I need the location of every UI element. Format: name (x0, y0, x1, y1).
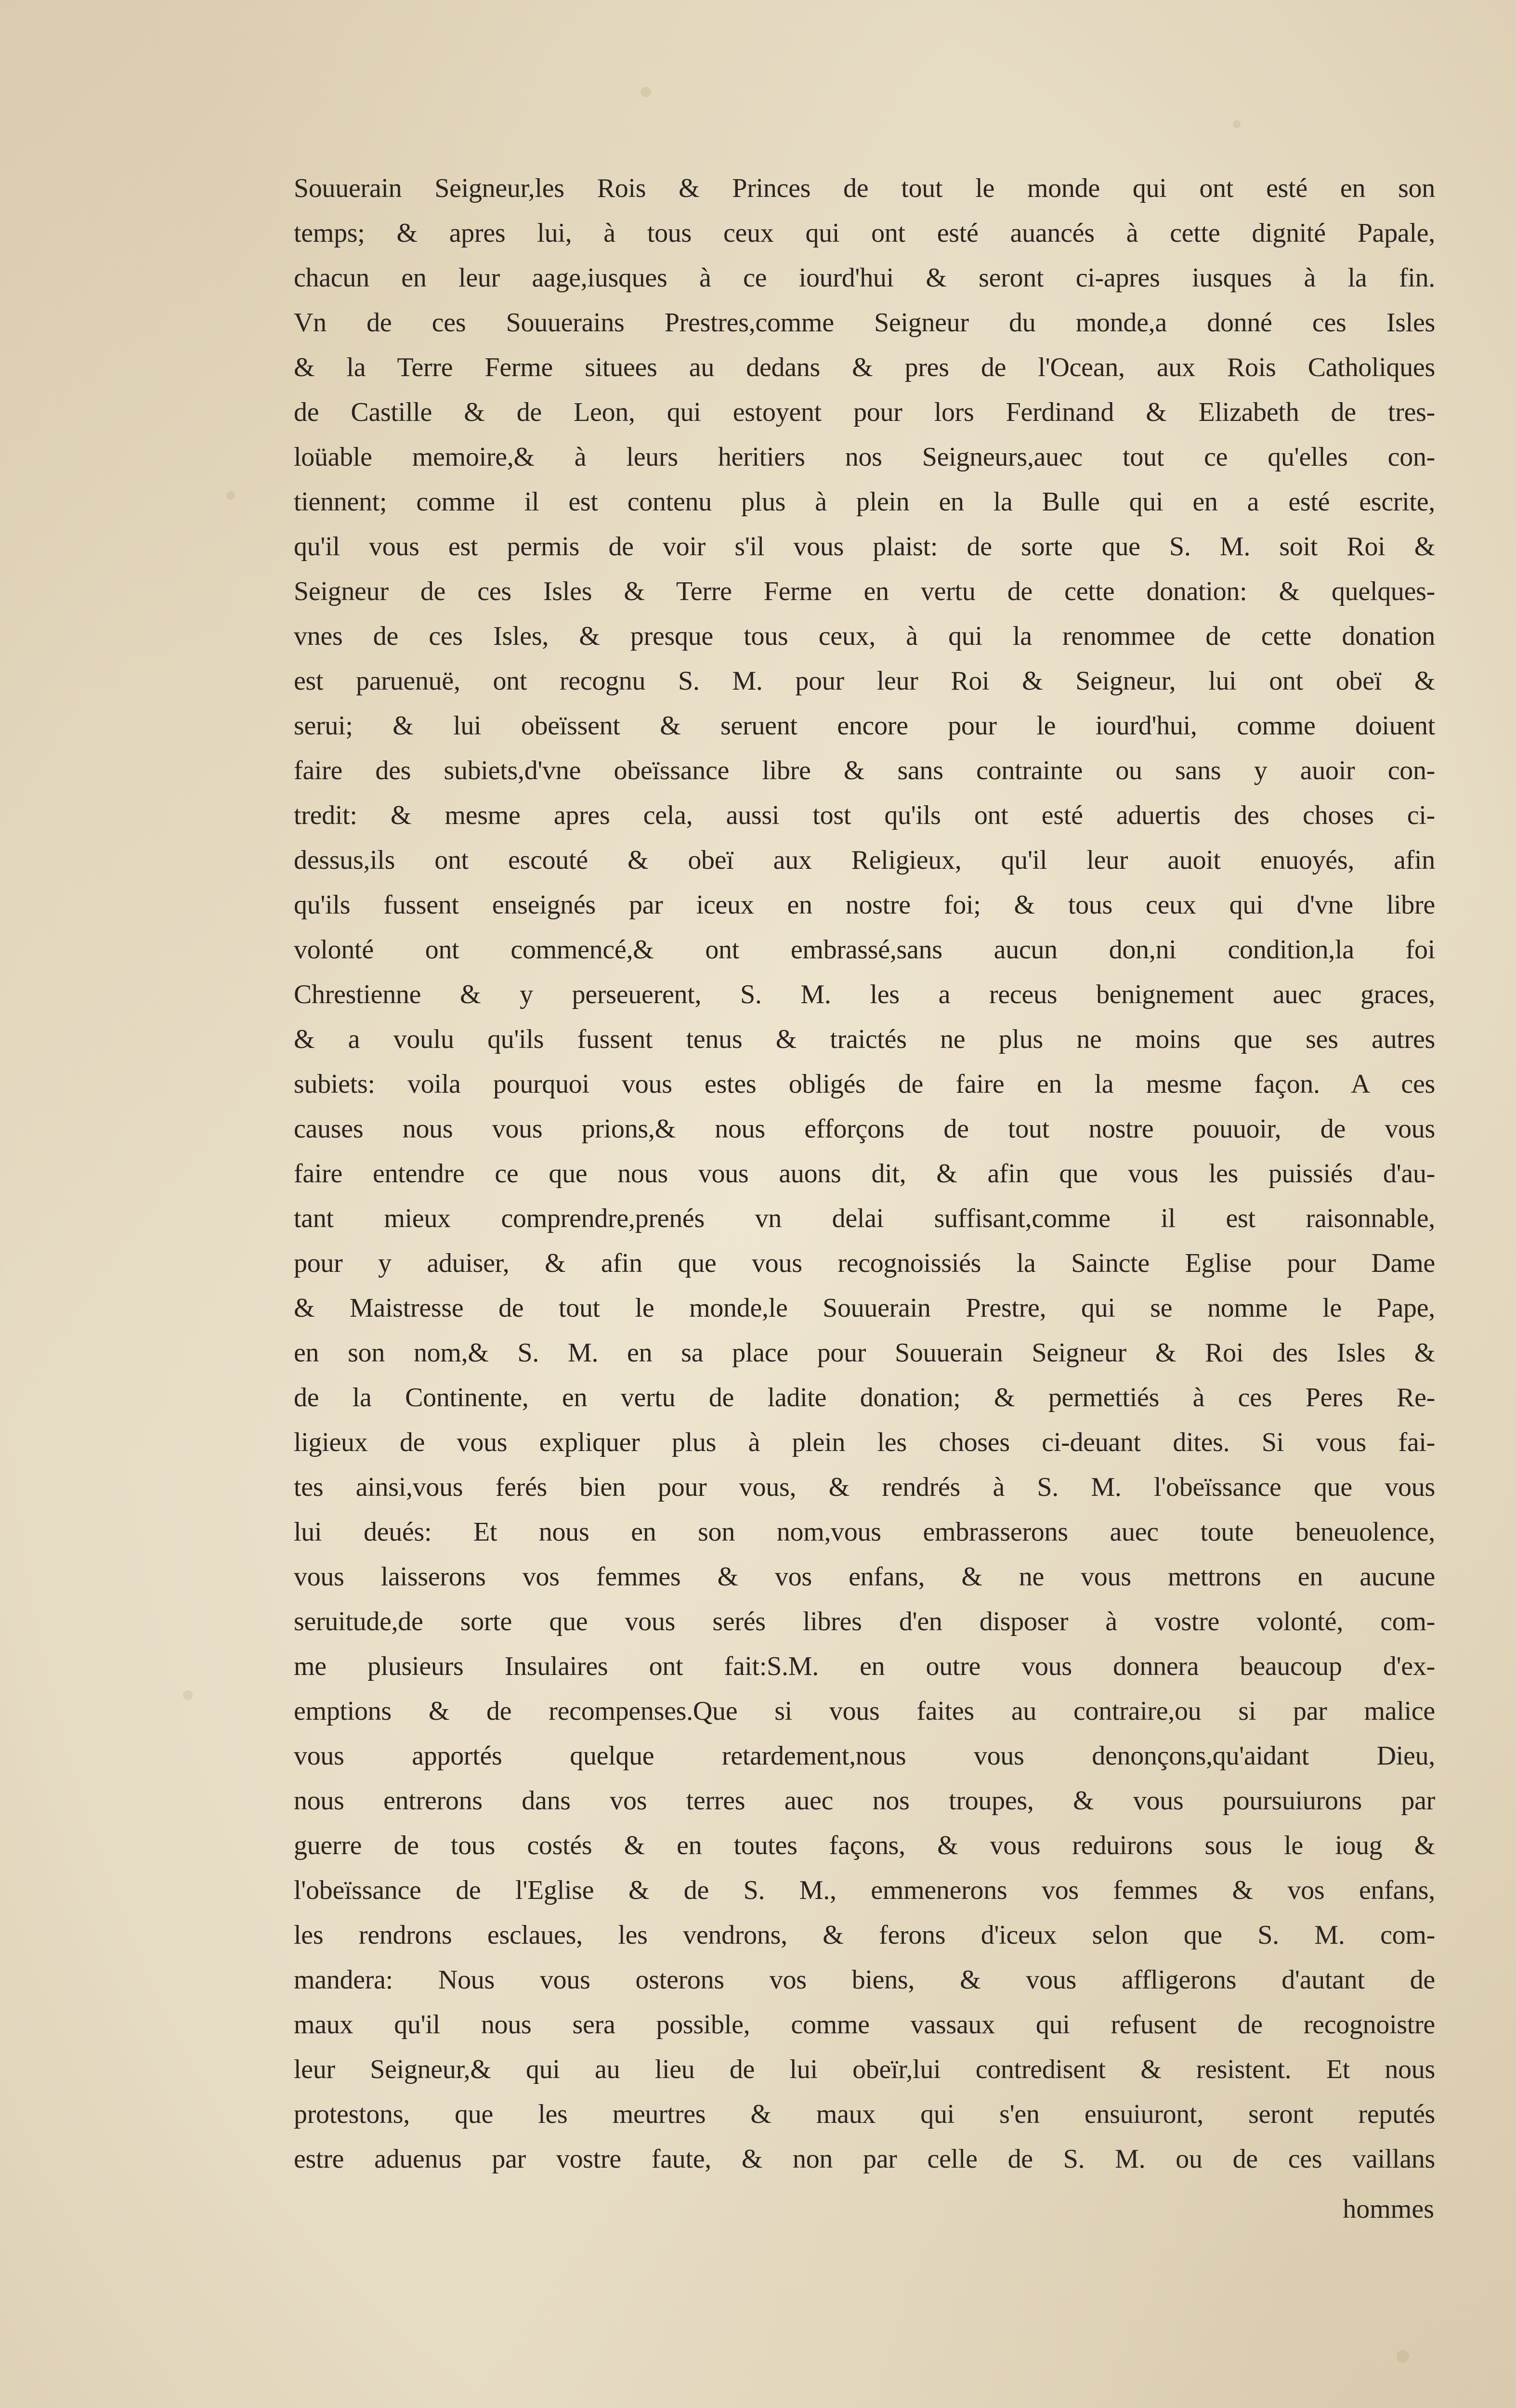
body-text (294, 166, 1435, 2182)
text-line: qu'ils fussent enseignés par iceux en nostre foi; & tous ceux qui d'vne libre (294, 890, 1435, 920)
text-line: loüable memoire,& à leurs heritiers nos Seigneurs,auec tout ce qu'elles con- (294, 442, 1435, 472)
text-line: seruitude,de sorte que vous serés libres d'en disposer à vostre volonté, com- (294, 1607, 1435, 1636)
text-line: causes nous vous prions,& nous efforçons de tout nostre pouuoir, de vous (294, 1114, 1435, 1144)
text-line: tes ainsi,vous ferés bien pour vous, & rendrés à S. M. l'obeïssance que vous (294, 1472, 1435, 1502)
text-line: Vn de ces Souuerains Prestres,comme Seigneur du monde,a donné ces Isles (294, 308, 1435, 338)
text-line: est paruenuë, ont recognu S. M. pour leur Roi & Seigneur, lui ont obeï & (294, 666, 1435, 696)
text-line: estre aduenus par vostre faute, & non par celle de S. M. ou de ces vaillans (294, 2144, 1435, 2174)
text-line: faire des subiets,d'vne obeïssance libre & sans contrainte ou sans y auoir con- (294, 756, 1435, 785)
text-line: serui; & lui obeïssent & seruent encore pour le iourd'hui, comme doiuent (294, 711, 1435, 741)
text-line: en son nom,& S. M. en sa place pour Souuerain Seigneur & Roi des Isles & (294, 1338, 1435, 1368)
text-line: faire entendre ce que nous vous auons dit, & afin que vous les puissiés d'au- (294, 1159, 1435, 1189)
text-line: Chrestienne & y perseuerent, S. M. les a receus benignement auec graces, (294, 980, 1435, 1009)
text-line: de la Continente, en vertu de ladite donation; & permettiés à ces Peres Re- (294, 1383, 1435, 1413)
foxing-stain (183, 1690, 193, 1700)
text-line: & Maistresse de tout le monde,le Souuerain Prestre, qui se nomme le Pape, (294, 1293, 1435, 1323)
foxing-stain (640, 87, 651, 97)
text-line: qu'il vous est permis de voir s'il vous plaist: de sorte que S. M. soit Roi & (294, 532, 1435, 562)
text-line: leur Seigneur,& qui au lieu de lui obeïr,lui contredisent & resistent. Et nous (294, 2055, 1435, 2084)
text-line: maux qu'il nous sera possible, comme vassaux qui refusent de recognoistre (294, 2010, 1435, 2040)
foxing-stain (1397, 2350, 1409, 2363)
foxing-stain (1233, 120, 1241, 128)
text-line: ligieux de vous expliquer plus à plein les choses ci-deuant dites. Si vous fai- (294, 1427, 1435, 1457)
text-line: mandera: Nous vous osterons vos biens, & vous affligerons d'autant de (294, 1965, 1435, 1995)
foxing-stain (226, 491, 235, 500)
text-line: vous apportés quelque retardement,nous vous denonçons,qu'aidant Dieu, (294, 1741, 1435, 1771)
text-line: & a voulu qu'ils fussent tenus & traictés ne plus ne moins que ses autres (294, 1024, 1435, 1054)
catchword: hommes (1343, 2194, 1434, 2224)
text-line: chacun en leur aage,iusques à ce iourd'hui & seront ci-apres iusques à la fin. (294, 263, 1435, 293)
text-line: nous entrerons dans vos terres auec nos troupes, & vous poursuiurons par (294, 1786, 1435, 1816)
text-line: tredit: & mesme apres cela, aussi tost qu'ils ont esté aduertis des choses ci- (294, 800, 1435, 830)
text-line: tant mieux comprendre,prenés vn delai suffisant,comme il est raisonnable, (294, 1204, 1435, 1233)
text-line: subiets: voila pourquoi vous estes obligés de faire en la mesme façon. A ces (294, 1069, 1435, 1099)
text-line: lui deués: Et nous en son nom,vous embrasserons auec toute beneuolence, (294, 1517, 1435, 1547)
text-line: vous laisserons vos femmes & vos enfans, & ne vous mettrons en aucune (294, 1562, 1435, 1592)
text-line: me plusieurs Insulaires ont fait:S.M. en outre vous donnera beaucoup d'ex- (294, 1651, 1435, 1681)
text-line: emptions & de recompenses.Que si vous faites au contraire,ou si par malice (294, 1696, 1435, 1726)
text-line: Seigneur de ces Isles & Terre Ferme en vertu de cette donation: & quelques- (294, 576, 1435, 606)
text-line: Souuerain Seigneur,les Rois & Princes de tout le monde qui ont esté en son (294, 173, 1435, 203)
text-line: protestons, que les meurtres & maux qui s'en ensuiuront, seront reputés (294, 2099, 1435, 2129)
text-line: pour y aduiser, & afin que vous recognoissiés la Saincte Eglise pour Dame (294, 1248, 1435, 1278)
text-line: & la Terre Ferme situees au dedans & pres de l'Ocean, aux Rois Catholiques (294, 353, 1435, 382)
text-line: de Castille & de Leon, qui estoyent pour lors Ferdinand & Elizabeth de tres- (294, 397, 1435, 427)
text-line: volonté ont commencé,& ont embrassé,sans aucun don,ni condition,la foi (294, 935, 1435, 965)
text-line: temps; & apres lui, à tous ceux qui ont esté auancés à cette dignité Papale, (294, 218, 1435, 248)
text-line: tiennent; comme il est contenu plus à plein en la Bulle qui en a esté escrite, (294, 487, 1435, 517)
text-line: guerre de tous costés & en toutes façons, & vous reduirons sous le ioug & (294, 1831, 1435, 1860)
text-line: vnes de ces Isles, & presque tous ceux, à qui la renommee de cette donation (294, 621, 1435, 651)
text-line: les rendrons esclaues, les vendrons, & ferons d'iceux selon que S. M. com- (294, 1920, 1435, 1950)
text-line: l'obeïssance de l'Eglise & de S. M., emmenerons vos femmes & vos enfans, (294, 1875, 1435, 1905)
text-line: dessus,ils ont escouté & obeï aux Religieux, qu'il leur auoit enuoyés, afin (294, 845, 1435, 875)
